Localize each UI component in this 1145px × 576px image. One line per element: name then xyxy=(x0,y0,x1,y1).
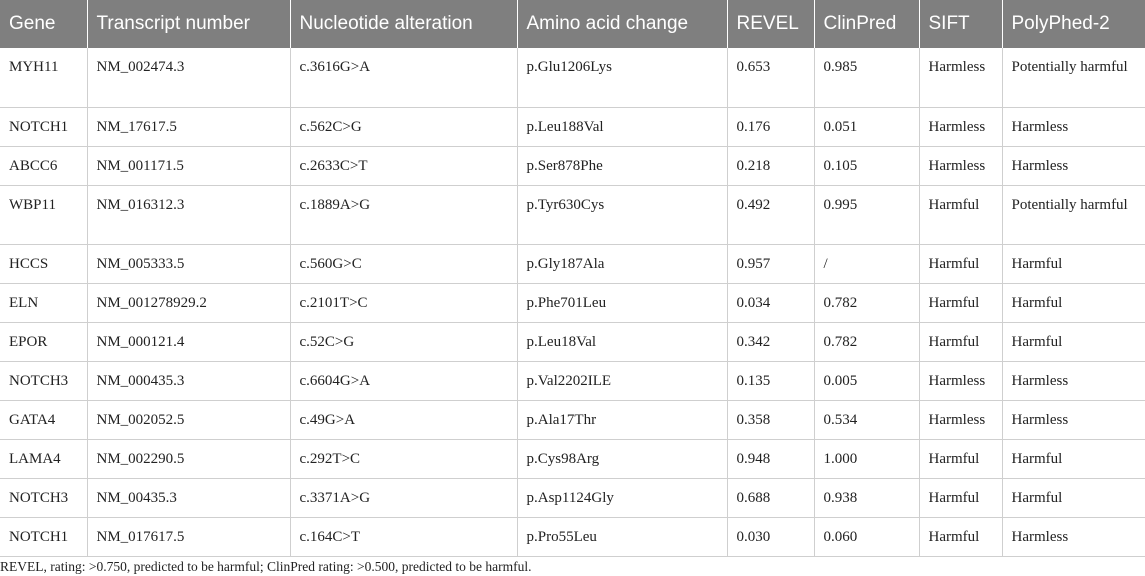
cell-amino-acid-change: p.Val2202ILE xyxy=(517,361,727,400)
cell-revel: 0.342 xyxy=(727,322,814,361)
cell-amino-acid-change: p.Phe701Leu xyxy=(517,283,727,322)
cell-sift: Harmful xyxy=(919,322,1002,361)
cell-transcript-number: NM_000435.3 xyxy=(87,361,290,400)
cell-amino-acid-change: p.Leu18Val xyxy=(517,322,727,361)
table-row xyxy=(0,439,1145,478)
cell-amino-acid-change: p.Cys98Arg xyxy=(517,439,727,478)
cell-amino-acid-change: p.Leu188Val xyxy=(517,107,727,146)
cell-clinpred: / xyxy=(814,244,919,283)
cell-transcript-number: NM_00435.3 xyxy=(87,478,290,517)
cell-clinpred: 0.005 xyxy=(814,361,919,400)
cell-polyphen2: Harmful xyxy=(1002,244,1145,283)
cell-polyphen2: Harmful xyxy=(1002,283,1145,322)
table-row xyxy=(0,107,1145,146)
cell-nucleotide-alteration: c.562C>G xyxy=(290,107,517,146)
cell-transcript-number: NM_017617.5 xyxy=(87,517,290,556)
cell-gene: NOTCH3 xyxy=(0,361,87,400)
header-amino-acid-change: Amino acid change xyxy=(517,0,727,48)
cell-sift: Harmful xyxy=(919,517,1002,556)
cell-gene: ABCC6 xyxy=(0,146,87,185)
cell-sift: Harmless xyxy=(919,361,1002,400)
table-row xyxy=(0,146,1145,185)
cell-transcript-number: NM_016312.3 xyxy=(87,185,290,244)
cell-transcript-number: NM_001278929.2 xyxy=(87,283,290,322)
cell-revel: 0.135 xyxy=(727,361,814,400)
header-sift: SIFT xyxy=(919,0,1002,48)
table-footnote: REVEL, rating: >0.750, predicted to be harmful; ClinPred rating: >0.500, predicted to be harmful. xyxy=(0,559,532,574)
cell-clinpred: 0.995 xyxy=(814,185,919,244)
cell-revel: 0.176 xyxy=(727,107,814,146)
cell-sift: Harmless xyxy=(919,48,1002,107)
cell-gene: WBP11 xyxy=(0,185,87,244)
cell-clinpred: 0.105 xyxy=(814,146,919,185)
table-row xyxy=(0,517,1145,556)
cell-nucleotide-alteration: c.52C>G xyxy=(290,322,517,361)
cell-sift: Harmless xyxy=(919,400,1002,439)
table-body xyxy=(0,48,1145,556)
cell-revel: 0.948 xyxy=(727,439,814,478)
cell-sift: Harmful xyxy=(919,283,1002,322)
header-row xyxy=(0,0,1145,48)
cell-sift: Harmful xyxy=(919,478,1002,517)
cell-sift: Harmless xyxy=(919,107,1002,146)
cell-revel: 0.358 xyxy=(727,400,814,439)
cell-clinpred: 0.938 xyxy=(814,478,919,517)
cell-amino-acid-change: p.Glu1206Lys xyxy=(517,48,727,107)
cell-gene: NOTCH1 xyxy=(0,517,87,556)
cell-nucleotide-alteration: c.3616G>A xyxy=(290,48,517,107)
cell-clinpred: 0.051 xyxy=(814,107,919,146)
cell-clinpred: 0.060 xyxy=(814,517,919,556)
table-row xyxy=(0,48,1145,107)
cell-revel: 0.957 xyxy=(727,244,814,283)
cell-polyphen2: Harmless xyxy=(1002,400,1145,439)
cell-sift: Harmful xyxy=(919,439,1002,478)
cell-nucleotide-alteration: c.2633C>T xyxy=(290,146,517,185)
header-nucleotide-alteration: Nucleotide alteration xyxy=(290,0,517,48)
cell-sift: Harmless xyxy=(919,146,1002,185)
cell-gene: HCCS xyxy=(0,244,87,283)
header-gene: Gene xyxy=(0,0,87,48)
cell-transcript-number: NM_005333.5 xyxy=(87,244,290,283)
table-row xyxy=(0,361,1145,400)
cell-clinpred: 1.000 xyxy=(814,439,919,478)
cell-amino-acid-change: p.Gly187Ala xyxy=(517,244,727,283)
cell-gene: MYH11 xyxy=(0,48,87,107)
cell-gene: EPOR xyxy=(0,322,87,361)
cell-nucleotide-alteration: c.164C>T xyxy=(290,517,517,556)
header-clinpred: ClinPred xyxy=(814,0,919,48)
cell-clinpred: 0.985 xyxy=(814,48,919,107)
cell-transcript-number: NM_002290.5 xyxy=(87,439,290,478)
table-row xyxy=(0,322,1145,361)
table-row xyxy=(0,283,1145,322)
table-row xyxy=(0,185,1145,244)
cell-clinpred: 0.782 xyxy=(814,322,919,361)
cell-gene: LAMA4 xyxy=(0,439,87,478)
cell-nucleotide-alteration: c.3371A>G xyxy=(290,478,517,517)
cell-amino-acid-change: p.Pro55Leu xyxy=(517,517,727,556)
cell-clinpred: 0.782 xyxy=(814,283,919,322)
cell-gene: GATA4 xyxy=(0,400,87,439)
cell-nucleotide-alteration: c.49G>A xyxy=(290,400,517,439)
header-revel: REVEL xyxy=(727,0,814,48)
cell-nucleotide-alteration: c.6604G>A xyxy=(290,361,517,400)
cell-amino-acid-change: p.Asp1124Gly xyxy=(517,478,727,517)
table-row xyxy=(0,400,1145,439)
cell-polyphen2: Harmless xyxy=(1002,146,1145,185)
cell-sift: Harmful xyxy=(919,185,1002,244)
cell-nucleotide-alteration: c.292T>C xyxy=(290,439,517,478)
cell-polyphen2: Harmful xyxy=(1002,439,1145,478)
cell-amino-acid-change: p.Tyr630Cys xyxy=(517,185,727,244)
cell-transcript-number: NM_17617.5 xyxy=(87,107,290,146)
cell-revel: 0.030 xyxy=(727,517,814,556)
cell-gene: NOTCH3 xyxy=(0,478,87,517)
cell-amino-acid-change: p.Ser878Phe xyxy=(517,146,727,185)
cell-amino-acid-change: p.Ala17Thr xyxy=(517,400,727,439)
cell-revel: 0.492 xyxy=(727,185,814,244)
cell-polyphen2: Harmful xyxy=(1002,478,1145,517)
cell-revel: 0.034 xyxy=(727,283,814,322)
cell-nucleotide-alteration: c.1889A>G xyxy=(290,185,517,244)
cell-revel: 0.653 xyxy=(727,48,814,107)
cell-nucleotide-alteration: c.2101T>C xyxy=(290,283,517,322)
cell-transcript-number: NM_002052.5 xyxy=(87,400,290,439)
cell-polyphen2: Potentially harmful xyxy=(1002,48,1145,107)
cell-gene: NOTCH1 xyxy=(0,107,87,146)
table-row xyxy=(0,244,1145,283)
table-row xyxy=(0,478,1145,517)
cell-transcript-number: NM_001171.5 xyxy=(87,146,290,185)
cell-clinpred: 0.534 xyxy=(814,400,919,439)
cell-polyphen2: Harmful xyxy=(1002,322,1145,361)
cell-polyphen2: Harmless xyxy=(1002,517,1145,556)
cell-nucleotide-alteration: c.560G>C xyxy=(290,244,517,283)
cell-transcript-number: NM_000121.4 xyxy=(87,322,290,361)
cell-polyphen2: Harmless xyxy=(1002,107,1145,146)
header-polyphen2: PolyPhed-2 xyxy=(1002,0,1145,48)
header-transcript-number: Transcript number xyxy=(87,0,290,48)
cell-transcript-number: NM_002474.3 xyxy=(87,48,290,107)
cell-polyphen2: Potentially harmful xyxy=(1002,185,1145,244)
cell-revel: 0.218 xyxy=(727,146,814,185)
cell-gene: ELN xyxy=(0,283,87,322)
cell-polyphen2: Harmless xyxy=(1002,361,1145,400)
cell-revel: 0.688 xyxy=(727,478,814,517)
cell-sift: Harmful xyxy=(919,244,1002,283)
